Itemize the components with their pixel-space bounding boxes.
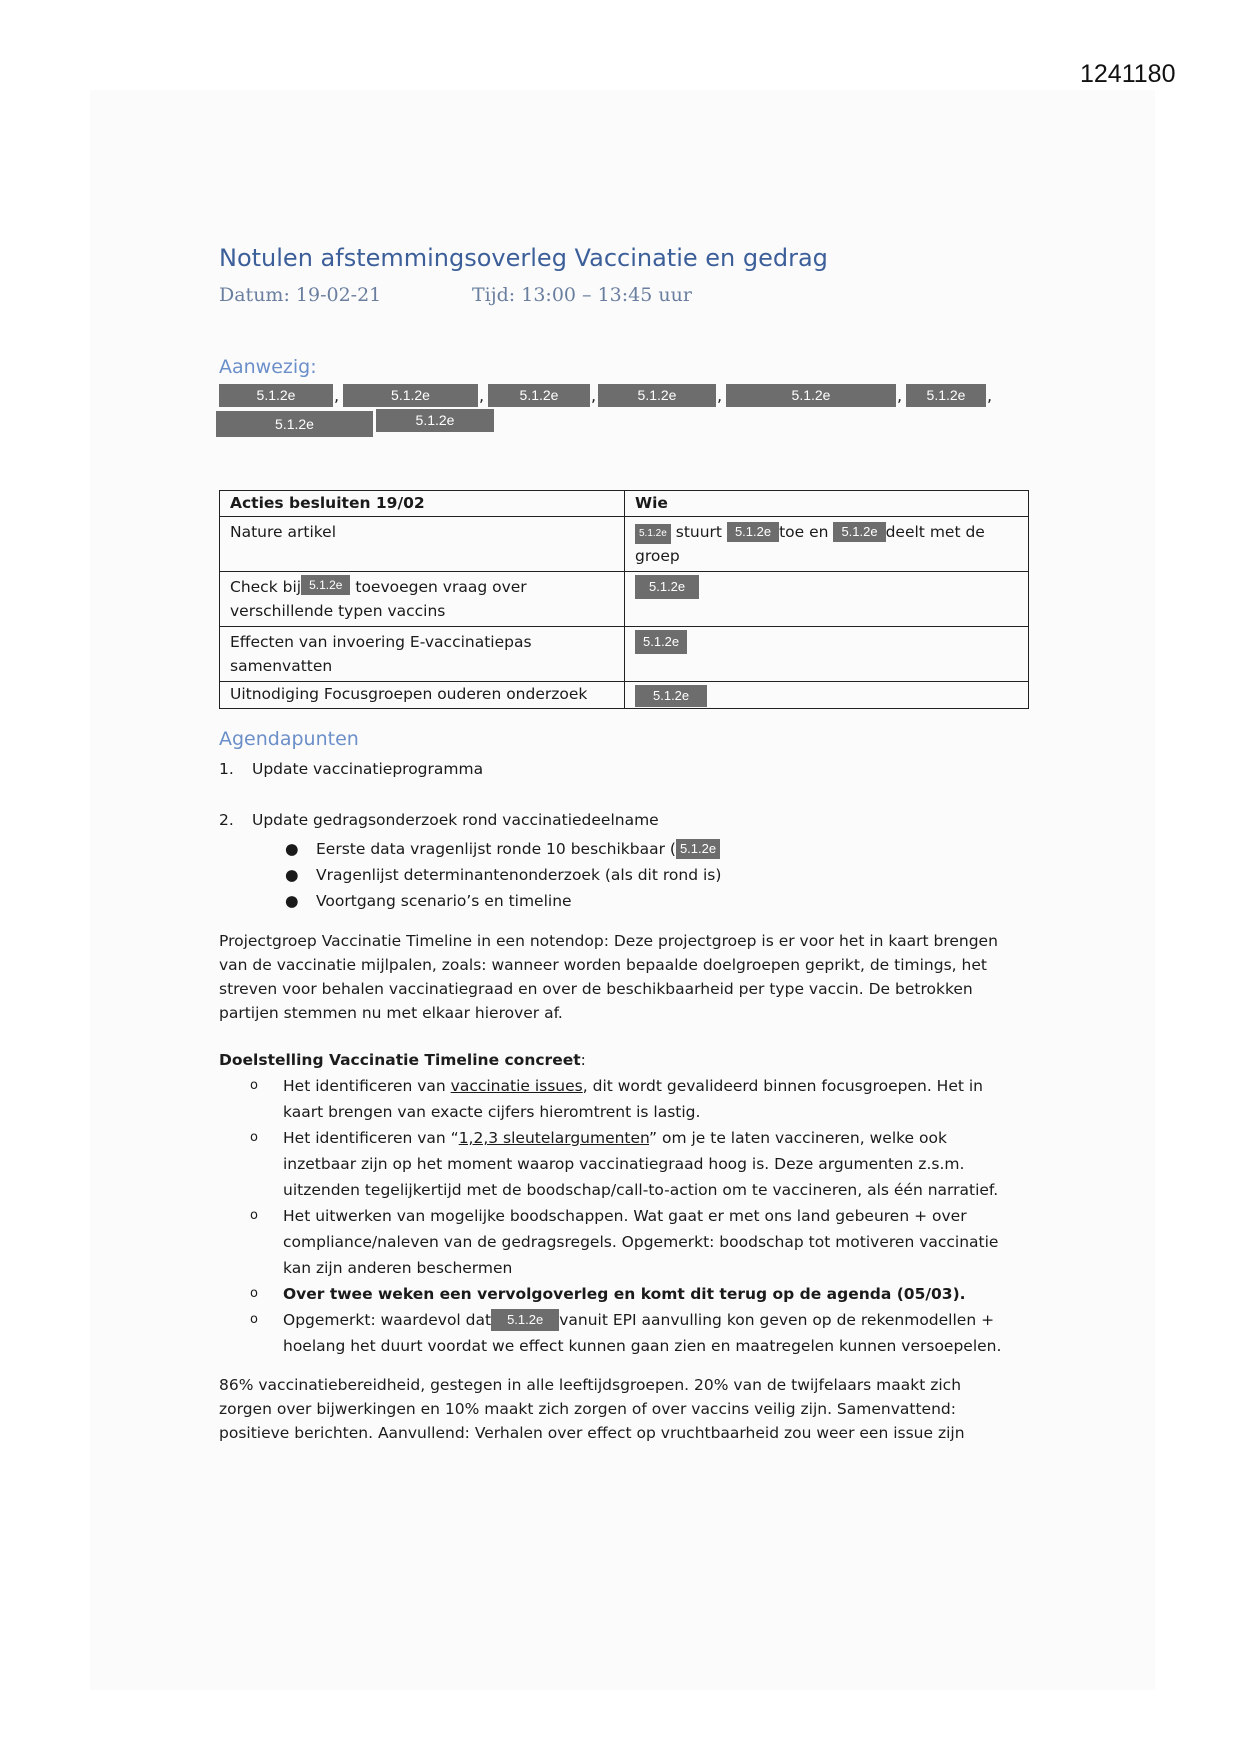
item-text: kan zijn anderen beschermen (283, 1259, 513, 1277)
circle-bullet-icon: o (250, 1078, 258, 1093)
item-text: Het identificeren van “ (283, 1129, 459, 1147)
item-text: uitzenden tegelijkertijd met de boodschap/call-to-action om te vaccineren, als één narratief. (283, 1181, 999, 1199)
project-paragraph (219, 929, 998, 1025)
redacted-attendee: 5.1.2e (598, 384, 716, 407)
table-header-row (220, 491, 1029, 517)
agenda-number: 2. (219, 811, 234, 829)
meeting-date: Datum: 19-02-21 (219, 284, 382, 306)
column-header-actions: Acties besluiten 19/02 (220, 491, 625, 517)
bullet-text: Eerste data vragenlijst ronde 10 beschikbaar ( (316, 840, 676, 858)
action-text: Check bij (230, 578, 302, 596)
agenda-list (219, 757, 721, 914)
who-cell (625, 517, 1029, 572)
separator: , (334, 386, 340, 405)
redacted-name: 5.1.2e (833, 522, 885, 542)
bullet-item (252, 862, 721, 888)
agenda-item (219, 757, 721, 781)
objective-item (250, 1073, 1040, 1125)
redacted-name: 5.1.2e (727, 522, 779, 542)
bullet-text: Voortgang scenario’s en timeline (316, 892, 572, 910)
table-row (220, 682, 1029, 709)
bullet-text: Vragenlijst determinantenonderzoek (als dit rond is) (316, 866, 722, 884)
redacted-attendee: 5.1.2e (488, 384, 590, 407)
redacted-name: 5.1.2e (635, 524, 671, 544)
item-text: hoelang het duurt voordat we effect kunnen gaan zien en maatregelen kunnen versoepelen. (283, 1337, 1002, 1355)
action-cell (220, 572, 625, 627)
action-cell (220, 682, 625, 709)
action-cell (220, 627, 625, 682)
table-row (220, 517, 1029, 572)
objective-heading-text: Doelstelling Vaccinatie Timeline concreet (219, 1051, 581, 1069)
bullet-icon: ● (285, 892, 299, 910)
item-text: vanuit EPI aanvulling kon geven op de rekenmodellen + (559, 1311, 995, 1329)
action-text: Effecten van invoering E-vaccinatiepas (230, 633, 532, 651)
bullet-icon: ● (285, 840, 299, 858)
paragraph-line: positieve berichten. Aanvullend: Verhalen over effect op vruchtbaarheid zou weer een issue zijn (219, 1424, 965, 1442)
separator: , (591, 386, 597, 405)
actions-table (219, 490, 1029, 709)
bullet-item (252, 888, 721, 914)
redacted-name: 5.1.2e (301, 575, 350, 595)
separator: , (479, 386, 485, 405)
circle-bullet-icon: o (250, 1130, 258, 1145)
agenda-text: Update gedragsonderzoek rond vaccinatiedeelname (252, 811, 659, 829)
document-number: 1241180 (1080, 60, 1176, 88)
who-text: deelt met de (885, 523, 985, 541)
action-text: Nature artikel (230, 523, 337, 541)
agenda-number: 1. (219, 760, 234, 778)
action-text: toevoegen vraag over (355, 578, 527, 596)
column-header-who: Wie (625, 491, 1029, 517)
objective-item (250, 1307, 1040, 1359)
redacted-name: 5.1.2e (491, 1309, 559, 1331)
paragraph-line: Projectgroep Vaccinatie Timeline in een notendop: Deze projectgroep is er voor het in kaart brengen (219, 932, 998, 950)
circle-bullet-icon: o (250, 1208, 258, 1223)
separator: , (897, 386, 903, 405)
bullet-item (252, 836, 721, 862)
item-text: Het uitwerken van mogelijke boodschappen. Wat gaat er met ons land gebeuren + over (283, 1207, 967, 1225)
attendees-heading: Aanwezig: (219, 356, 317, 378)
objective-heading-colon: : (580, 1051, 586, 1069)
objective-item (250, 1125, 1040, 1203)
who-cell (625, 682, 1029, 709)
circle-bullet-icon: o (250, 1312, 258, 1327)
redacted-attendee: 5.1.2e (376, 409, 494, 432)
agenda-heading: Agendapunten (219, 728, 359, 750)
redacted-name: 5.1.2e (635, 630, 687, 654)
who-cell (625, 627, 1029, 682)
item-text: , dit wordt gevalideerd binnen focusgroepen. Het in (582, 1077, 984, 1095)
redacted-name: 5.1.2e (676, 839, 720, 859)
item-text-bold: Over twee weken een vervolgoverleg en komt dit terug op de agenda (05/03). (283, 1285, 966, 1303)
redacted-attendee: 5.1.2e (906, 384, 986, 407)
paragraph-line: van de vaccinatie mijlpalen, zoals: wanneer worden bepaalde doelgroepen geprikt, de timings, het (219, 956, 987, 974)
action-text: Uitnodiging Focusgroepen ouderen onderzoek (230, 685, 588, 703)
objective-heading (219, 1048, 586, 1072)
who-text: toe en (779, 523, 829, 541)
item-text: compliance/naleven van de gedragsregels. Opgemerkt: boodschap tot motiveren vaccinatie (283, 1233, 999, 1251)
table-row (220, 627, 1029, 682)
who-text: stuurt (675, 523, 723, 541)
objective-item (250, 1203, 1040, 1281)
bullet-list (252, 836, 721, 914)
objective-item (250, 1281, 1040, 1307)
redacted-attendee: 5.1.2e (219, 384, 333, 407)
agenda-text: Update vaccinatieprogramma (252, 760, 484, 778)
item-text: kaart brengen van exacte cijfers hieromtrent is lastig. (283, 1103, 701, 1121)
who-text: groep (635, 547, 680, 565)
item-text: ” om je te laten vaccineren, welke ook (649, 1129, 947, 1147)
circle-bullet-icon: o (250, 1286, 258, 1301)
agenda-item (219, 808, 721, 914)
separator: , (717, 386, 723, 405)
redacted-attendee: 5.1.2e (726, 384, 896, 407)
item-text: inzetbaar zijn op het moment waarop vaccinatiegraad hoog is. Deze argumenten z.s.m. (283, 1155, 965, 1173)
redacted-attendee: 5.1.2e (216, 411, 373, 437)
summary-paragraph (219, 1373, 965, 1445)
item-text: Het identificeren van (283, 1077, 451, 1095)
item-text-underlined: 1,2,3 sleutelargumenten (458, 1129, 650, 1147)
paragraph-line: zorgen over bijwerkingen en 10% maakt zich zorgen of over vaccins veilig zijn. Samenvattend: (219, 1400, 956, 1418)
paragraph-line: 86% vaccinatiebereidheid, gestegen in alle leeftijdsgroepen. 20% van de twijfelaars maakt zich (219, 1376, 962, 1394)
bullet-icon: ● (285, 866, 299, 884)
redacted-name: 5.1.2e (635, 575, 699, 599)
redacted-name: 5.1.2e (635, 685, 707, 707)
action-cell (220, 517, 625, 572)
separator: , (987, 386, 993, 405)
redacted-attendee: 5.1.2e (343, 384, 478, 407)
action-text: verschillende typen vaccins (230, 602, 446, 620)
item-text: Opgemerkt: waardevol dat (283, 1311, 492, 1329)
who-cell (625, 572, 1029, 627)
paragraph-line: partijen stemmen nu met elkaar hierover af. (219, 1004, 563, 1022)
action-text: samenvatten (230, 657, 333, 675)
table-row (220, 572, 1029, 627)
objective-list (250, 1073, 1040, 1359)
item-text-underlined: vaccinatie issues (450, 1077, 583, 1095)
paragraph-line: streven voor behalen vaccinatiegraad en over de beschikbaarheid per type vaccin. De betrokken (219, 980, 973, 998)
meeting-time: Tijd: 13:00 – 13:45 uur (472, 284, 692, 306)
page-title: Notulen afstemmingsoverleg Vaccinatie en gedrag (219, 244, 828, 272)
